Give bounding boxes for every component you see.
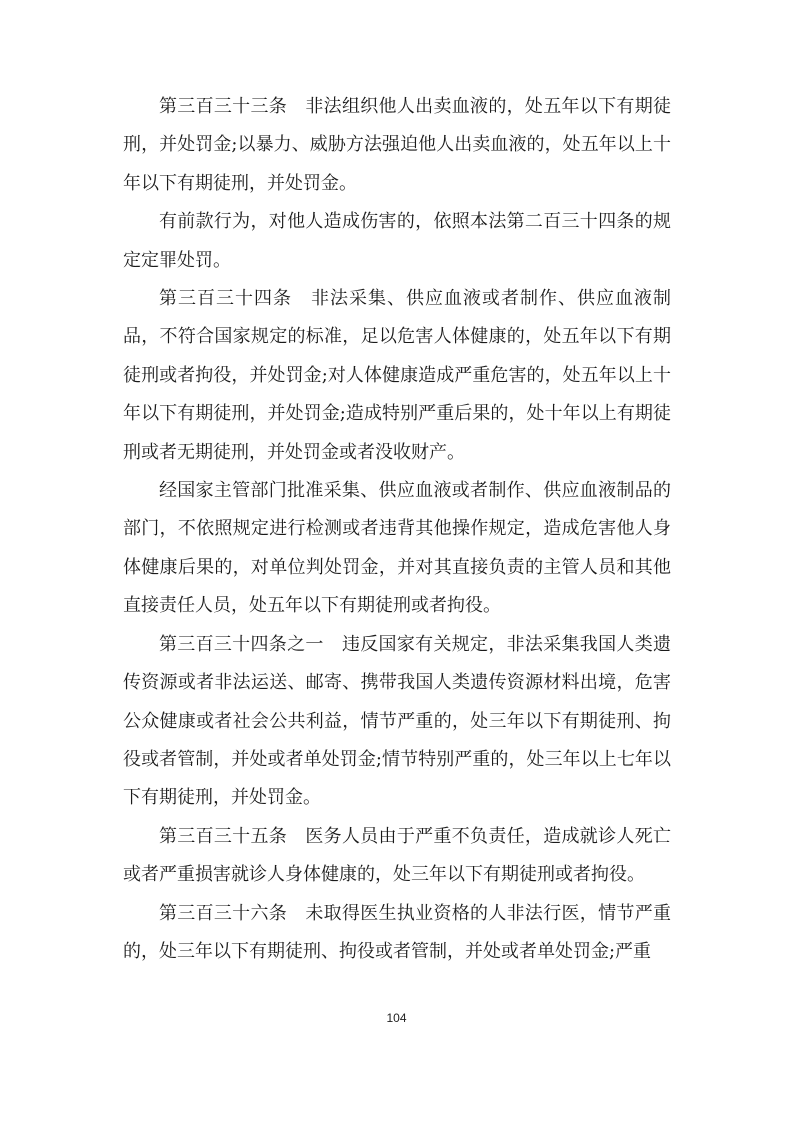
paragraph-article-334-1: 第三百三十四条之一 违反国家有关规定，非法采集我国人类遗传资源或者非法运送、邮寄、携带我国人类遗传资源材料出境，危害公众健康或者社会公共利益，情节严重的，处三年以下有期徒刑、拘役或者管制，并处或者单处罚金;情节特别严重的，处三年以上七年以下有期徒刑，并处罚金。 xyxy=(123,633,671,809)
paragraph-article-333-injury: 有前款行为，对他人造成伤害的，依照本法第二百三十四条的规定定罪处罚。 xyxy=(123,211,671,271)
paragraph-article-333: 第三百三十三条 非法组织他人出卖血液的，处五年以下有期徒刑，并处罚金;以暴力、威胁方法强迫他人出卖血液的，处五年以上十年以下有期徒刑，并处罚金。 xyxy=(123,96,671,194)
paragraph-article-335: 第三百三十五条 医务人员由于严重不负责任，造成就诊人死亡或者严重损害就诊人身体健康的，处三年以下有期徒刑或者拘役。 xyxy=(123,825,671,886)
paragraph-article-334: 第三百三十四条 非法采集、供应血液或者制作、供应血液制品，不符合国家规定的标准，足以危害人体健康的，处五年以下有期徒刑或者拘役，并处罚金;对人体健康造成严重危害的，处五年以上十年以下有期徒刑，并处罚金;造成特别严重后果的，处十年以上有期徒刑或者无期徒刑，并处罚金或者没收财产。 xyxy=(123,288,671,463)
paragraph-article-334-units: 经国家主管部门批准采集、供应血液或者制作、供应血液制品的部门，不依照规定进行检测或者违背其他操作规定，造成危害他人身体健康后果的，对单位判处罚金，并对其直接负责的主管人员和其他直接责任人员，处五年以下有期徒刑或者拘役。 xyxy=(123,480,671,617)
page-number: 104 xyxy=(386,1011,407,1025)
paragraph-article-336: 第三百三十六条 未取得医生执业资格的人非法行医，情节严重的，处三年以下有期徒刑、拘役或者管制，并处或者单处罚金;严重 xyxy=(123,902,671,962)
body-text xyxy=(123,88,671,971)
